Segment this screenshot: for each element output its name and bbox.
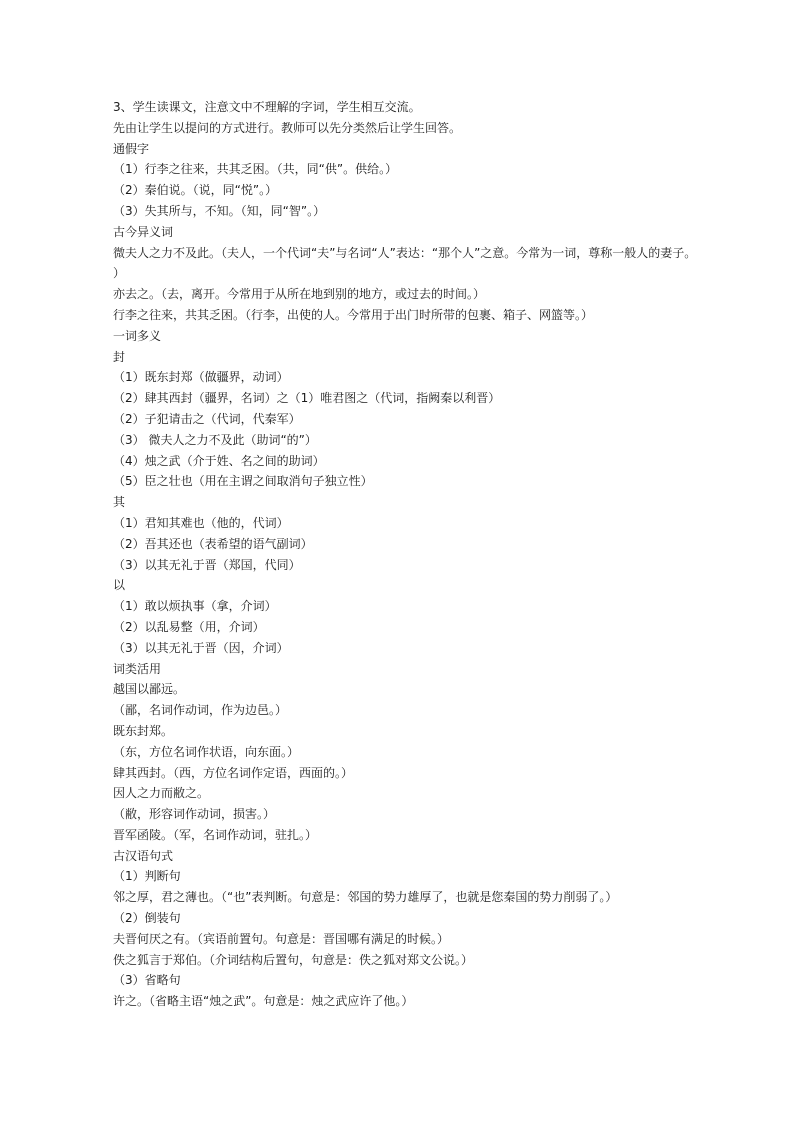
section-heading: 古汉语句式 <box>113 848 174 863</box>
text-line: （1）既东封郑（做疆界，动词） <box>113 370 289 385</box>
text-line: （2）肆其西封（疆界，名词）之（1）唯君图之（代词，指阙秦以利晋） <box>113 391 501 406</box>
text-line: （3）以其无礼于晋（郑国，代同） <box>113 557 301 572</box>
text-line: 行李之往来，共其乏困。（行李，出使的人。今常用于出门时所带的包裹、箱子、网篮等。） <box>113 307 594 322</box>
text-line: （鄙，名词作动词，作为边邑。） <box>113 703 288 718</box>
section-heading: 通假字 <box>113 141 150 156</box>
section-heading: 一词多义 <box>113 328 162 343</box>
subsection-heading: （1）判断句 <box>113 869 181 884</box>
text-line: （2）以乱易整（用，介词） <box>113 619 265 634</box>
text-line: （1）行李之往来，共其乏困。（共，同“供”。供给。） <box>113 162 398 177</box>
text-line: （东，方位名词作状语，向东面。） <box>113 744 300 759</box>
text-line: （1）敢以烦执事（拿，介词） <box>113 599 277 614</box>
text-line: 晋军函陵。（军，名词作动词，驻扎。） <box>113 827 318 842</box>
text-line: （2）子犯请击之（代词，代秦军） <box>113 411 301 426</box>
text-line: 佚之狐言于郑伯。（介词结构后置句，句意是：佚之狐对郑文公说。） <box>113 952 474 967</box>
text-line: 因人之力而敝之。 <box>113 786 210 801</box>
text-line: 许之。（省略主语“烛之武”。句意是：烛之武应许了他。） <box>113 994 414 1009</box>
text-line: ） <box>113 266 126 281</box>
subsection-heading: 封 <box>113 349 126 364</box>
text-line: （2）秦伯说。（说，同“悦”。） <box>113 183 278 198</box>
text-line: 既东封郑。 <box>113 723 174 738</box>
text-line: 邻之厚，君之薄也。（“也”表判断。句意是：邻国的势力雄厚了，也就是您秦国的势力削弱了。） <box>113 890 618 905</box>
text-line: 微夫人之力不及此。（夫人，一个代词“夫”与名词“人”表达：“那个人”之意。今常为一词，尊称一般人的妻子。 <box>113 245 697 260</box>
text-line: （3）失其所与，不知。（知，同“智”。） <box>113 203 326 218</box>
text-line: 亦去之。（去，离开。今常用于从所在地到别的地方，或过去的时间。） <box>113 287 486 302</box>
text-line: （4）烛之武（介于姓、名之间的助词） <box>113 453 325 468</box>
document-body <box>113 97 713 1012</box>
text-line: 夫晋何厌之有。（宾语前置句。句意是：晋国哪有满足的时候。） <box>113 931 450 946</box>
text-line: 肆其西封。（西，方位名词作定语，西面的。） <box>113 765 354 780</box>
text-line: （5）臣之壮也（用在主谓之间取消句子独立性） <box>113 474 373 489</box>
subsection-heading: 以 <box>113 578 126 593</box>
subsection-heading: 其 <box>113 495 126 510</box>
text-line: （2）吾其还也（表希望的语气副词） <box>113 536 313 551</box>
text-line: （敝，形容词作动词，损害。） <box>113 807 276 822</box>
text-line: 先由让学生以提问的方式进行。教师可以先分类然后让学生回答。 <box>113 120 462 135</box>
subsection-heading: （2）倒装句 <box>113 911 181 926</box>
subsection-heading: （3）省略句 <box>113 973 181 988</box>
text-line: 3、学生读课文，注意文中不理解的字词，学生相互交流。 <box>113 100 421 114</box>
text-line: （3）以其无礼于晋（因，介词） <box>113 640 289 655</box>
text-line: （1）君知其难也（他的，代词） <box>113 515 289 530</box>
text-line: 越国以鄙远。 <box>113 682 186 697</box>
section-heading: 古今异义词 <box>113 224 174 239</box>
section-heading: 词类活用 <box>113 661 162 676</box>
text-line: （3） 微夫人之力不及此（助词“的”） <box>113 432 317 447</box>
